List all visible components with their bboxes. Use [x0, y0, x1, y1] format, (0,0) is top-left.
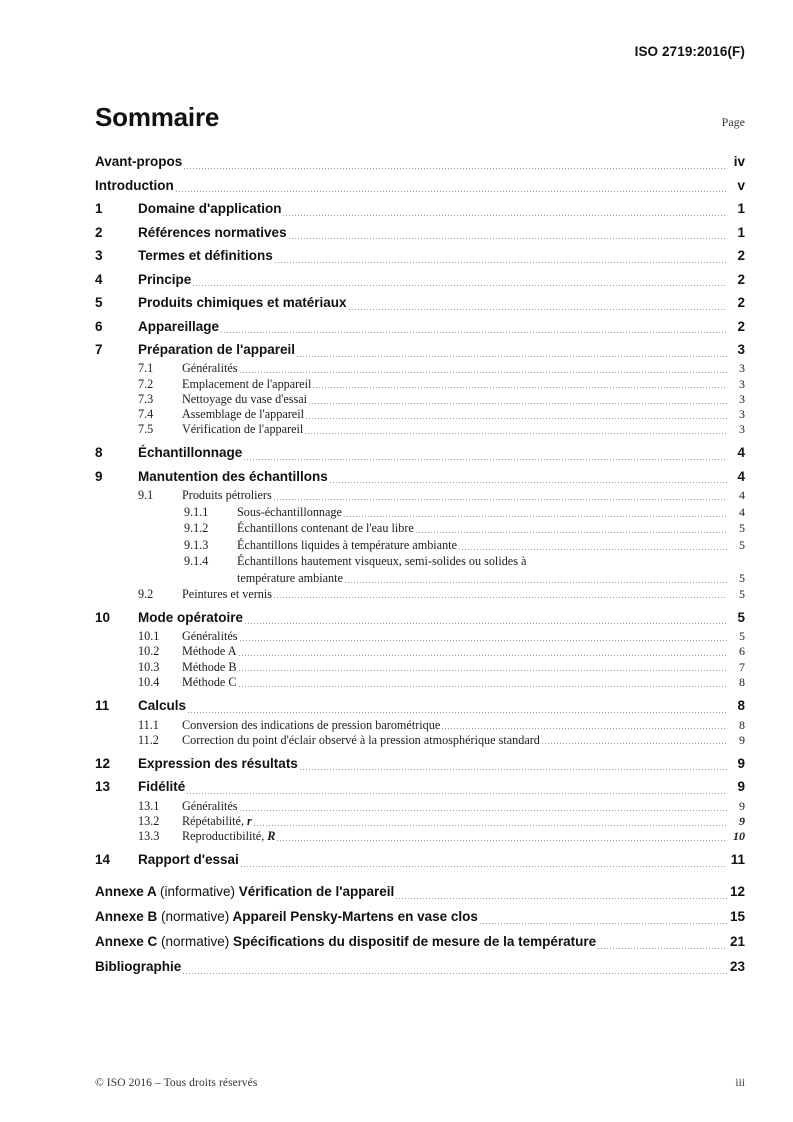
toc-entry-title-wrap [138, 465, 727, 489]
annex-qualifier: (informative) [160, 883, 236, 899]
toc-entry-section-13-3[interactable] [95, 829, 745, 844]
toc-entry-title: Échantillons contenant de l'eau libre [237, 521, 414, 536]
toc-entry-title [182, 814, 252, 829]
annex-title: Appareil Pensky-Martens en vase clos [229, 908, 478, 924]
dot-leader [239, 372, 728, 373]
toc-entry-page: 8 [739, 674, 745, 689]
toc-entry-title: Domaine d'application [138, 201, 282, 216]
toc-entry-title-wrap [138, 606, 727, 630]
table-of-contents [95, 150, 745, 979]
toc-entry-title [95, 904, 478, 929]
toc-entry-page: 11 [730, 852, 745, 868]
toc-entry-number: 9 [95, 468, 103, 484]
toc-entry-number: 13.2 [138, 814, 160, 829]
toc-entry-number: 5 [95, 295, 103, 310]
toc-entry-section-9-1-4-continuation[interactable] [95, 570, 745, 587]
page-column-label: Page [721, 115, 745, 129]
toc-entry-number: 13.1 [138, 798, 160, 813]
toc-entry-number: 9.1.2 [184, 521, 209, 536]
toc-entry-page: 3 [739, 391, 745, 406]
toc-entry-title-wrap [138, 244, 727, 268]
annex-qualifier: (normative) [161, 908, 230, 924]
toc-entry-section-2[interactable] [95, 221, 745, 245]
toc-entry-page: 10 [733, 829, 745, 844]
toc-entry-title: Méthode B [182, 659, 237, 674]
toc-entry-page: 5 [739, 537, 745, 552]
toc-entry-title: Méthode C [182, 674, 237, 689]
annex-prefix: Annexe A [95, 883, 161, 899]
toc-entry-page: 8 [737, 698, 745, 714]
toc-entry-title: Généralités [182, 629, 238, 644]
toc-entry-title-wrap [237, 537, 727, 554]
toc-entry-title-wrap [95, 150, 727, 174]
toc-entry-page: 5 [739, 571, 745, 585]
page-folio: iii [735, 1077, 745, 1089]
toc-entry-page: 5 [739, 586, 745, 601]
toc-entry-section-1[interactable] [95, 197, 745, 221]
toc-entry-number: 4 [95, 271, 103, 287]
toc-entry-number: 2 [95, 224, 103, 240]
toc-entry-title-wrap [182, 361, 727, 376]
toc-entry-number: 14 [95, 852, 111, 868]
toc-entry-number: 8 [95, 445, 103, 461]
toc-entry-page: 21 [729, 933, 745, 949]
dot-leader [343, 516, 727, 517]
toc-entry-title-wrap [182, 799, 727, 814]
toc-entry-number: 9.1.3 [184, 537, 209, 552]
toc-entry-page: 4 [737, 445, 745, 461]
dot-leader [238, 655, 728, 656]
toc-entry-title-wrap [138, 338, 727, 362]
toc-entry-title-wrap [138, 268, 727, 292]
dot-leader [304, 433, 727, 434]
dot-leader [273, 597, 727, 598]
toc-entry-title-wrap [138, 291, 727, 315]
toc-entry-page: 5 [739, 629, 745, 644]
toc-entry-title: Nettoyage du vase d'essai [182, 391, 308, 406]
toc-entry-section-9-1[interactable] [95, 488, 745, 503]
toc-entry-title: Emplacement de l'appareil [182, 376, 312, 391]
toc-entry-section-4[interactable] [95, 268, 745, 292]
toc-entry-title: Conversion des indications de pression barométrique [182, 717, 441, 732]
toc-entry-section-11-1[interactable] [95, 718, 745, 733]
toc-entry-section-5[interactable] [95, 291, 745, 315]
toc-entry-title-wrap [138, 441, 727, 465]
toc-entry-title-wrap [182, 392, 727, 407]
toc-entry-number: 3 [95, 248, 103, 263]
toc-entry-number: 7.2 [138, 376, 154, 391]
toc-entry-title-wrap [237, 570, 727, 587]
toc-entry-section-7-4[interactable] [95, 407, 745, 422]
toc-entry-title-wrap [138, 848, 727, 872]
toc-entry-page: 4 [737, 468, 745, 484]
dot-leader [308, 403, 727, 404]
toc-entry-page: 9 [739, 798, 745, 813]
toc-entry-section-10-1[interactable] [95, 629, 745, 644]
dot-leader [238, 686, 728, 687]
toc-entry-section-6[interactable] [95, 315, 745, 339]
toc-entry-number: 12 [95, 755, 111, 771]
toc-entry-section-10[interactable] [95, 606, 745, 630]
toc-entry-title-wrap [95, 174, 727, 198]
toc-entry-page: 4 [739, 488, 745, 503]
toc-entry-page: 6 [739, 644, 745, 659]
toc-entry-page: 5 [739, 521, 745, 536]
dot-leader [186, 793, 727, 794]
toc-entry-page: 2 [737, 318, 745, 334]
dot-leader [344, 582, 727, 583]
toc-entry-number: 10.1 [138, 629, 160, 644]
toc-entry-number: 7.4 [138, 407, 154, 422]
toc-entry-number: 9.2 [138, 586, 154, 601]
toc-entry-section-13[interactable] [95, 775, 745, 799]
toc-entry-page: 7 [739, 659, 745, 674]
toc-entry-title [95, 879, 394, 904]
dot-leader [243, 459, 727, 460]
toc-entry-bibliographie[interactable] [95, 954, 745, 979]
toc-entry-title: Préparation de l'appareil [138, 342, 296, 357]
toc-entry-title: Termes et définitions [138, 248, 273, 263]
dot-leader [183, 168, 727, 169]
toc-entry-title: Expression des résultats [138, 755, 298, 771]
toc-entry-symbol: R [267, 829, 276, 844]
page-footer [95, 1077, 745, 1089]
dot-leader [238, 670, 728, 671]
toc-entry-page: 4 [739, 504, 745, 519]
toc-entry-title-wrap [95, 929, 727, 954]
toc-entry-number: 7.3 [138, 391, 154, 406]
toc-entry-number: 10 [95, 609, 111, 625]
toc-entry-title-wrap [182, 718, 727, 733]
toc-entry-section-3[interactable] [95, 244, 745, 268]
toc-entry-title-wrap [138, 694, 727, 718]
toc-entry-title: Assemblage de l'appareil [182, 407, 304, 422]
toc-entry-title: Généralités [182, 361, 238, 376]
dot-leader [182, 973, 727, 974]
toc-entry-number: 9.1.4 [184, 554, 209, 569]
toc-entry-number: 1 [95, 201, 103, 216]
toc-entry-page: 9 [739, 814, 745, 829]
toc-entry-title: Sous-échantillonnage [237, 504, 342, 519]
toc-entry-title-wrap [138, 197, 727, 221]
toc-entry-page: 9 [737, 779, 745, 795]
page-title: Sommaire [95, 102, 220, 132]
toc-entry-page: 23 [729, 958, 745, 974]
toc-entry-title-wrap [182, 675, 727, 690]
toc-entry-title-wrap [182, 629, 727, 644]
toc-entry-number: 13 [95, 779, 111, 795]
toc-entry-section-10-3[interactable] [95, 660, 745, 675]
toc-entry-page: 5 [737, 609, 745, 625]
toc-entry-number: 11.2 [138, 732, 159, 747]
toc-entry-section-11[interactable] [95, 694, 745, 718]
toc-entry-title: Calculs [138, 698, 187, 714]
toc-entry-title-wrap [182, 829, 727, 844]
toc-entry-title: température ambiante [237, 571, 343, 585]
toc-entry-section-13-2[interactable] [95, 814, 745, 829]
toc-entry-title: Échantillonnage [138, 445, 243, 461]
toc-entry-introduction[interactable] [95, 174, 745, 198]
dot-leader [273, 499, 727, 500]
toc-entry-title: Avant-propos [95, 154, 183, 169]
toc-entry-page: 3 [739, 422, 745, 437]
dot-leader [274, 262, 727, 263]
toc-entry-title [182, 829, 275, 844]
dot-leader [288, 238, 727, 239]
toc-entry-title-wrap [182, 407, 727, 422]
dot-leader [479, 923, 727, 924]
dot-leader [458, 549, 727, 550]
toc-entry-title: Produits pétroliers [182, 488, 272, 503]
toc-entry-title: Vérification de l'appareil [182, 422, 304, 437]
toc-entry-number: 11.1 [138, 717, 159, 732]
toc-entry-number: 10.4 [138, 674, 160, 689]
toc-entry-title: Références normatives [138, 224, 287, 240]
toc-entry-number: 7.5 [138, 422, 154, 437]
toc-entry-page: 2 [737, 271, 745, 287]
toc-entry-page: 12 [729, 883, 745, 899]
toc-entry-title-wrap [95, 904, 727, 929]
dot-leader [276, 840, 727, 841]
dot-leader [597, 948, 727, 949]
toc-entry-title: Peintures et vernis [182, 586, 273, 601]
toc-entry-title-wrap [138, 775, 727, 799]
toc-entry-title: Échantillons hautement visqueux, semi-solides ou solides à [237, 554, 527, 569]
dot-leader [541, 743, 727, 744]
toc-entry-page: 9 [737, 755, 745, 771]
dot-leader [175, 191, 727, 192]
toc-entry-title-wrap [95, 954, 727, 979]
toc-entry-section-14[interactable] [95, 848, 745, 872]
toc-entry-page: 2 [737, 248, 745, 263]
toc-entry-title: Mode opératoire [138, 609, 244, 625]
toc-entry-annexe-b[interactable] [95, 904, 745, 929]
toc-entry-title: Principe [138, 271, 192, 287]
toc-entry-title-wrap [182, 377, 727, 392]
toc-entry-number: 6 [95, 318, 103, 334]
annex-title: Vérification de l'appareil [235, 883, 395, 899]
toc-entry-section-10-2[interactable] [95, 644, 745, 659]
dot-leader [187, 712, 727, 713]
toc-entry-section-7[interactable] [95, 338, 745, 362]
toc-entry-title-wrap [138, 221, 727, 245]
document-reference-header: ISO 2719:2016(F) [634, 44, 745, 59]
dot-leader [441, 728, 727, 729]
toc-entry-page: 2 [737, 295, 745, 310]
toc-entry-section-7-5[interactable] [95, 422, 745, 437]
dot-leader [240, 866, 727, 867]
annex-prefix: Annexe C [95, 933, 162, 949]
toc-entry-title-text: Répétabilité, [182, 814, 247, 829]
toc-entry-title-wrap [138, 315, 727, 339]
toc-entry-page: 1 [737, 201, 745, 216]
toc-entry-title: Appareillage [138, 318, 220, 334]
dot-leader [415, 532, 727, 533]
toc-entry-title-wrap [237, 504, 727, 521]
toc-entry-title-wrap [182, 660, 727, 675]
dot-leader [244, 623, 727, 624]
dot-leader [395, 898, 727, 899]
toc-entry-title-wrap [138, 752, 727, 776]
toc-entry-title-wrap [182, 422, 727, 437]
annex-title: Spécifications du dispositif de mesure de la température [229, 933, 597, 949]
dot-leader [239, 640, 728, 641]
toc-entry-title [95, 929, 596, 954]
copyright-notice: © ISO 2016 – Tous droits réservés [95, 1077, 258, 1089]
toc-entry-title-wrap [182, 587, 727, 602]
toc-entry-title-text: Reproductibilité, [182, 829, 268, 844]
dot-leader [329, 482, 727, 483]
toc-entry-section-9-1-1[interactable] [95, 504, 745, 521]
toc-entry-number: 9.1 [138, 488, 154, 503]
toc-entry-section-9-1-2[interactable] [95, 520, 745, 537]
toc-entry-number: 7 [95, 342, 103, 357]
toc-entry-section-11-2[interactable] [95, 733, 745, 748]
toc-entry-avant-propos[interactable] [95, 150, 745, 174]
toc-entry-title: Échantillons liquides à température ambiante [237, 537, 457, 552]
toc-entry-title-wrap [237, 553, 727, 570]
annex-prefix: Annexe B [95, 908, 162, 924]
toc-entry-annexe-c[interactable] [95, 929, 745, 954]
toc-entry-page: 3 [739, 361, 745, 376]
toc-entry-title: Correction du point d'éclair observé à la pression atmosphérique standard [182, 732, 540, 747]
toc-entry-number: 9.1.1 [184, 504, 209, 519]
dot-leader [296, 356, 727, 357]
dot-leader [192, 285, 727, 286]
toc-entry-section-8[interactable] [95, 441, 745, 465]
annex-qualifier: (normative) [161, 933, 230, 949]
toc-entry-annexe-a[interactable] [95, 879, 745, 904]
toc-entry-number: 10.2 [138, 644, 160, 659]
toc-entry-title: Manutention des échantillons [138, 468, 328, 484]
toc-entry-section-9[interactable] [95, 465, 745, 489]
toc-entry-number: 11 [95, 698, 110, 714]
dot-leader [312, 387, 727, 388]
toc-entry-title: Introduction [95, 177, 174, 193]
toc-entry-section-9-1-3[interactable] [95, 537, 745, 554]
toc-entry-section-13-1[interactable] [95, 799, 745, 814]
spacer [95, 872, 745, 879]
dot-leader [220, 332, 727, 333]
toc-entry-symbol: r [246, 814, 252, 829]
toc-entry-title-wrap [182, 488, 727, 503]
toc-entry-page: v [737, 177, 745, 193]
toc-entry-title: Produits chimiques et matériaux [138, 295, 347, 310]
toc-entry-section-7-3[interactable] [95, 392, 745, 407]
toc-entry-page: 15 [729, 908, 745, 924]
toc-entry-title: Généralités [182, 798, 238, 813]
toc-entry-section-9-2[interactable] [95, 587, 745, 602]
toc-entry-title: Bibliographie [95, 958, 182, 974]
dot-leader [299, 769, 727, 770]
toc-entry-title-wrap [95, 879, 727, 904]
dot-leader [239, 810, 728, 811]
toc-entry-number: 7.1 [138, 361, 154, 376]
dot-leader [305, 418, 727, 419]
toc-entry-title-wrap [237, 520, 727, 537]
toc-entry-section-9-1-4[interactable] [95, 553, 745, 570]
toc-entry-number: 10.3 [138, 659, 160, 674]
toc-entry-title-wrap [182, 733, 727, 748]
toc-entry-title: Méthode A [182, 644, 237, 659]
dot-leader [253, 825, 727, 826]
toc-entry-page: 3 [739, 407, 745, 422]
toc-entry-page: 1 [737, 224, 745, 240]
toc-entry-title: Fidélité [138, 779, 186, 795]
toc-title-row [95, 104, 745, 130]
toc-entry-section-12[interactable] [95, 752, 745, 776]
toc-entry-page: 3 [739, 376, 745, 391]
dot-leader [282, 215, 727, 216]
toc-entry-section-7-2[interactable] [95, 377, 745, 392]
toc-entry-page: 3 [737, 342, 745, 357]
toc-entry-title-wrap [182, 644, 727, 659]
toc-entry-number: 13.3 [138, 829, 160, 844]
toc-entry-section-7-1[interactable] [95, 362, 745, 377]
toc-entry-page: 8 [739, 717, 745, 732]
toc-entry-title: Rapport d'essai [138, 852, 239, 868]
toc-entry-title-wrap [182, 814, 727, 829]
toc-entry-section-10-4[interactable] [95, 675, 745, 690]
toc-entry-page: 9 [739, 732, 745, 747]
dot-leader [348, 309, 727, 310]
toc-entry-page: iv [733, 154, 745, 169]
